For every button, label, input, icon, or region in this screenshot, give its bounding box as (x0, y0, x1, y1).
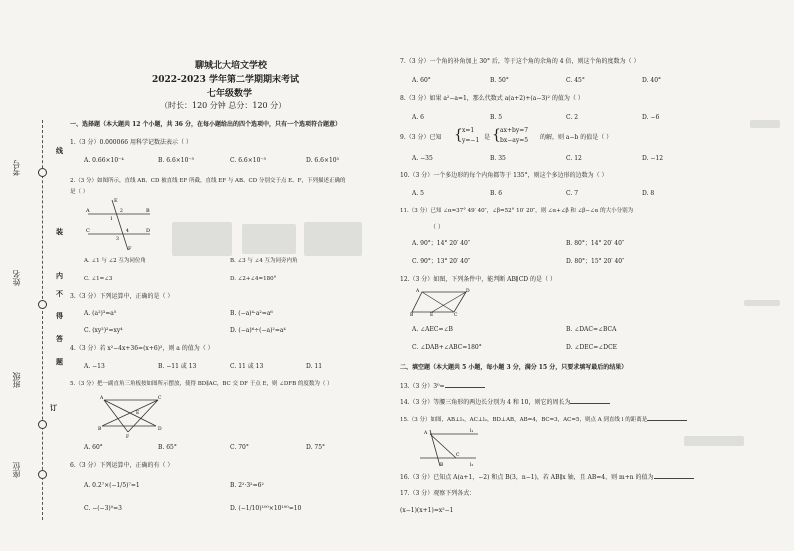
q12-option-a: A. ∠AEC=∠B (412, 326, 453, 333)
q15-fig-label-b: B (440, 463, 444, 468)
q2-fig-label-a: A (86, 208, 90, 214)
q2-fig-angle-3: 3 (116, 237, 119, 242)
q12-option-c: C. ∠DAB+∠ABC=180° (412, 344, 482, 351)
q15-fig-label-a: A (424, 431, 428, 436)
q10-option-c: C. 7 (566, 190, 579, 197)
field-xingming-label: 姓名 (12, 270, 21, 286)
field-banji-label: 班级 (12, 372, 21, 388)
q2-option-a: A. ∠1 与 ∠2 互为同位角 (84, 258, 146, 264)
scan-smudge (744, 300, 780, 306)
q5-option-a: A. 60° (84, 444, 103, 451)
q12-fig-label-a: A (416, 289, 420, 294)
q14-stem (400, 397, 610, 407)
binding-char: 内 (56, 271, 63, 280)
q8-option-c: C. 2 (566, 114, 579, 121)
exam-term: 2022-2023 学年第二学期期末考试 (152, 75, 299, 85)
q9-option-a: A. −35 (412, 155, 433, 162)
binding-hole (38, 168, 47, 177)
q17-formula: (x−1)(x+1)=x²−1 (400, 507, 454, 514)
q5-option-b: B. 65° (158, 444, 177, 451)
q11-stem-cont: （ ） (430, 224, 444, 231)
q5-option-d: D. 75° (306, 444, 326, 451)
q9-sys-y: y=−1 (462, 137, 480, 144)
q2-fig-angle-2: 2 (120, 209, 123, 214)
q5-fig-label-e: E (136, 411, 140, 416)
binding-hole (38, 470, 47, 479)
q5-fig-label-c: C (158, 396, 162, 401)
q15-fig-label-l1: l₁ (470, 429, 474, 434)
q6-option-b: B. 2²·3²=6² (230, 482, 264, 489)
q15-answer-blank[interactable] (647, 414, 687, 421)
q12-fig-label-d: D (466, 289, 470, 294)
q9-stem-end: 的解，则 a−b 的值是（ ） (540, 134, 613, 141)
q2-option-b: B. ∠3 与 ∠4 互为同旁内角 (230, 258, 298, 264)
q5-stem: 5.（3 分）把一副直角三角板按如图所示摆放，使得 BD∥AC，BC 交 DF 于点 E，则 ∠DFB 的度数为（ ） (70, 381, 333, 387)
q16-stem (400, 472, 694, 482)
q5-fig-label-b: B (98, 427, 102, 432)
q8-stem: 8.（3 分）如果 a²−a=1，那么代数式 a(a+2)+(a−3)² 的值为（ ） (400, 95, 584, 102)
q5-figure (98, 392, 164, 438)
q12-figure (410, 288, 470, 316)
q10-option-a: A. 5 (412, 190, 424, 197)
q8-option-a: A. 6 (412, 114, 424, 121)
q9-sys-eq2: bx−ay=5 (500, 137, 529, 144)
q4-stem: 4.（3 分）若 x²−4x+36=(x+6)²，则 a 的值为（ ） (70, 345, 214, 352)
q9-brace-2: { (492, 127, 501, 143)
q5-fig-label-f: F (126, 435, 130, 438)
section2-title: 二、填空题（本大题共 5 小题，每小题 3 分，满分 15 分，只要求填写最后的结果） (400, 364, 628, 371)
q12-fig-label-e: E (430, 313, 434, 316)
q12-option-d: D. ∠DEC=∠DCE (566, 344, 618, 351)
q9-sys-eq1: ax+by=7 (500, 127, 529, 134)
q4-option-c: C. 11 或 13 (230, 363, 264, 370)
q12-stem: 12.（3 分）如图，下列条件中，能判断 AB∥CD 的是（ ） (400, 276, 556, 283)
q7-option-d: D. 40° (642, 77, 662, 84)
binding-char: 得 (56, 311, 63, 320)
q9-option-c: C. 12 (566, 155, 582, 162)
q7-option-b: B. 50° (490, 77, 509, 84)
q9-stem-mid: 是 (484, 134, 491, 141)
q11-option-b: B. 80°；14° 20′ 40″ (566, 240, 625, 247)
q14-answer-blank[interactable] (570, 397, 610, 404)
q1-option-b: B. 6.6×10⁻⁵ (158, 157, 194, 164)
binding-hole (38, 420, 47, 429)
q13-answer-blank[interactable] (445, 381, 485, 388)
q5-fig-label-d: D (158, 427, 162, 432)
q2-fig-angle-1: 1 (110, 217, 113, 222)
q8-option-b: B. 5 (490, 114, 503, 121)
q9-stem: 9.（3 分）已知 (400, 134, 442, 141)
q4-option-b: B. −11 或 13 (158, 363, 197, 370)
q11-stem: 11.（3 分）已知 ∠α=37° 49′ 40″，∠β=52° 10′ 20″，则 ∠α+∠β 和 ∠β−∠α 的大小分别为 (400, 208, 634, 214)
q11-option-c: C. 90°；13° 20′ 40″ (412, 258, 471, 265)
q2-figure (84, 196, 154, 252)
q1-option-c: C. 6.6×10⁻⁵ (230, 157, 266, 164)
binding-hole (38, 300, 47, 309)
q3-option-d: D. (−a)⁶÷(−a)²=a⁴ (230, 327, 286, 334)
field-zuowei-label: 座位 (12, 462, 21, 478)
q6-option-d: D. (−1/10)¹⁰⁰×10¹⁰⁰=10 (230, 505, 302, 512)
scan-smudge (304, 222, 362, 256)
q8-option-d: D. −6 (642, 114, 660, 121)
q9-option-b: B. 35 (490, 155, 506, 162)
q15-figure (416, 428, 480, 468)
q1-option-a: A. 0.66×10⁻⁴ (84, 157, 124, 164)
q3-option-b: B. (−a)⁴·a²=a⁶ (230, 310, 273, 317)
q6-option-a: A. 0.2⁷×(−1/5)⁷=1 (84, 482, 140, 489)
q13-stem (400, 381, 485, 391)
q3-stem: 3.（3 分）下列运算中，正确的是（ ） (70, 293, 174, 300)
q15-stem-text: 15.（3 分）如图，AB⊥l₁，AC⊥l₂，BD⊥AB，AB=4，BC=3，AC=5，则点 A 到直线 l 的距离是 (400, 417, 648, 423)
scan-smudge (684, 436, 744, 446)
binding-char: 订 (50, 403, 57, 412)
q12-fig-label-c: C (454, 313, 458, 316)
q6-option-c: C. −(−3)⁰=3 (84, 505, 122, 512)
q4-option-a: A. −13 (84, 363, 105, 370)
q15-fig-label-c: C (456, 453, 460, 458)
q2-fig-label-f: F (128, 246, 132, 252)
q4-option-d: D. 11 (306, 363, 323, 370)
q9-option-d: D. −12 (642, 155, 664, 162)
q1-option-d: D. 6.6×10⁵ (306, 157, 340, 164)
q16-answer-blank[interactable] (654, 472, 694, 479)
q5-fig-label-a: A (100, 396, 104, 401)
subject-title: 七年级数学 (207, 89, 253, 99)
binding-char: 装 (56, 227, 63, 236)
q3-option-c: C. (xy²)²=xy⁴ (84, 327, 123, 334)
q2-fig-label-c: C (86, 228, 90, 234)
section1-title: 一、选择题（本大题共 12 个小题，共 36 分，在每小题给出的四个选项中，只有一个选项符合题意） (70, 121, 342, 128)
q13-stem-text: 13.（3 分）3⁰= (400, 383, 445, 390)
q2-fig-label-b: B (146, 208, 150, 214)
q1-stem: 1.（3 分）0.000066 用科学记数法表示（ ） (70, 139, 192, 146)
binding-char: 不 (56, 289, 63, 298)
q7-option-a: A. 60° (412, 77, 431, 84)
field-kaohao-label: 考号 (12, 160, 21, 176)
q15-stem (400, 414, 687, 424)
q2-fig-label-e: E (114, 198, 118, 204)
q2-option-c: C. ∠1=∠3 (84, 276, 113, 282)
binding-dashed-line (42, 120, 43, 520)
q7-stem: 7.（3 分）一个角的补角加上 30° 后，等于这个角的余角的 4 倍，则这个角的度数为（ ） (400, 58, 640, 65)
q17-stem: 17.（3 分）观察下列各式： (400, 490, 476, 497)
q9-sys-x: x=1 (462, 127, 475, 134)
q7-option-c: C. 45° (566, 77, 585, 84)
scan-smudge (242, 224, 296, 254)
q2-stem-cont: 是（ ） (70, 189, 89, 195)
binding-char: 答 (56, 334, 63, 343)
q2-option-d: D. ∠2+∠4=180° (230, 276, 277, 282)
q5-option-c: C. 70° (230, 444, 249, 451)
q12-fig-label-b: B (410, 313, 414, 316)
q6-stem: 6.（3 分）下列运算中，正确的有（ ） (70, 462, 174, 469)
q2-fig-label-d: D (146, 228, 151, 234)
q12-option-b: B. ∠DAC=∠BCA (566, 326, 617, 333)
q11-option-a: A. 90°；14° 20′ 40″ (412, 240, 471, 247)
q3-option-a: A. (a²)³=a⁵ (84, 310, 117, 317)
q9-brace-1: { (454, 127, 463, 143)
q15-fig-label-l2: l₂ (470, 463, 474, 468)
school-name: 聊城北大培文学校 (195, 61, 268, 71)
q10-option-d: D. 8 (642, 190, 655, 197)
q16-stem-text: 16.（3 分）已知点 A(a+1，−2) 和点 B(3，n−1)，若 AB∥x 轴，且 AB=4，则 m+n 的值为 (400, 474, 654, 481)
q11-option-d: D. 80°；15° 20′ 40″ (566, 258, 625, 265)
q2-stem: 2.（3 分）如图所示，直线 AB、CD 被直线 EF 所截，直线 EF 与 AB、CD 分别交于点 E、F，下列描述正确的 (70, 178, 346, 184)
q10-option-b: B. 6 (490, 190, 503, 197)
binding-char: 题 (56, 357, 63, 366)
exam-meta: （时长：120 分钟 总分：120 分） (160, 101, 287, 110)
q2-fig-angle-4: 4 (126, 229, 129, 234)
scan-smudge (172, 222, 232, 256)
q10-stem: 10.（3 分）一个多边形的每个内角都等于 135°，则这个多边形的边数为（ ） (400, 172, 608, 179)
scan-smudge (750, 120, 780, 128)
q14-stem-text: 14.（3 分）等腰三角形的两边长分别为 4 和 10，则它的周长为 (400, 399, 571, 406)
binding-char: 线 (56, 146, 63, 155)
